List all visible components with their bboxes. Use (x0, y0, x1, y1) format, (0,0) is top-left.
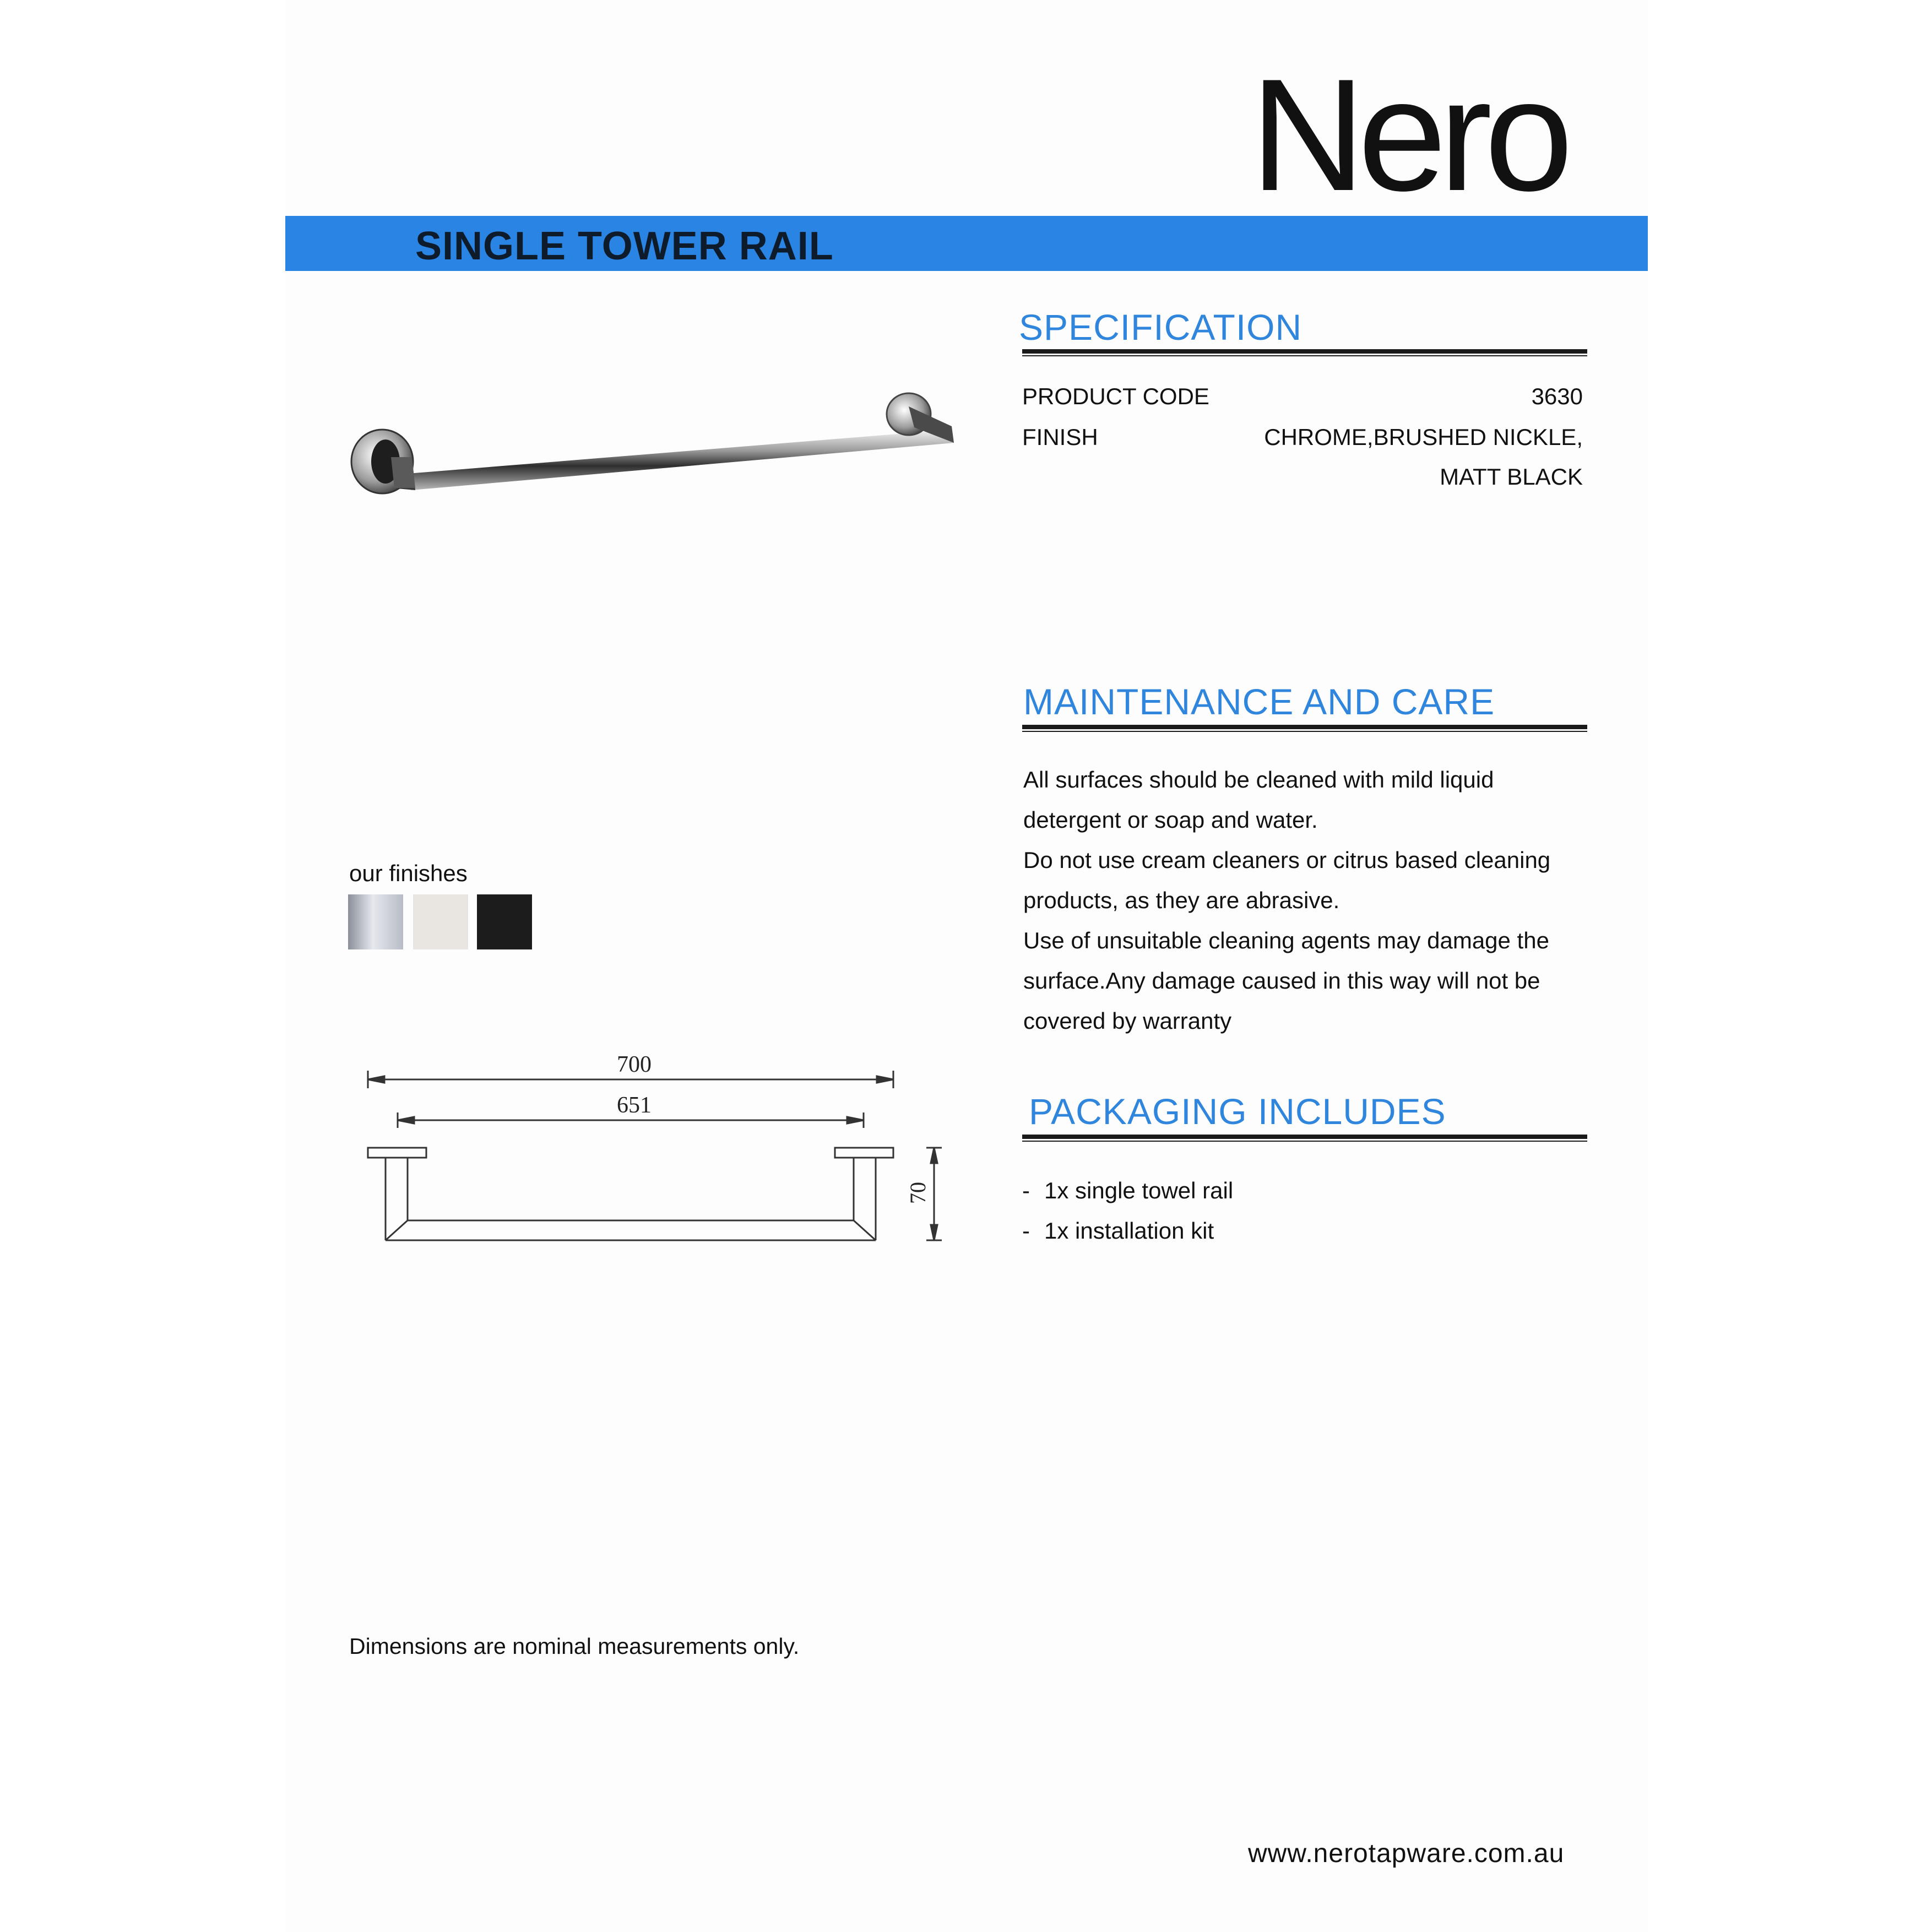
svg-text:Nero: Nero (1250, 61, 1566, 204)
specification-heading: SPECIFICATION (1019, 307, 1303, 348)
packaging-item-text: 1x single towel rail (1044, 1177, 1234, 1203)
finish-value-continued: MATT BLACK (1440, 464, 1583, 490)
our-finishes-label: our finishes (349, 860, 468, 886)
packaging-heading: PACKAGING INCLUDES (1029, 1091, 1446, 1132)
care-text-line: detergent or soap and water. (1023, 807, 1318, 833)
projection-label: 70 (905, 1182, 930, 1204)
maintenance-rule (1022, 725, 1587, 729)
nero-logo (1250, 61, 1581, 204)
care-text-line: products, as they are abrasive. (1023, 887, 1340, 913)
specification-rule (1022, 349, 1587, 354)
overall-length-label: 700 (617, 1052, 652, 1077)
packaging-rule (1022, 1135, 1587, 1139)
product-code-value: 3630 (1531, 383, 1583, 409)
bullet-dash: - (1022, 1218, 1030, 1244)
packaging-item (1022, 1218, 1214, 1244)
dimension-drawing (352, 1035, 958, 1245)
product-code-label: PRODUCT CODE (1022, 383, 1209, 409)
brushed-nickel-swatch (413, 894, 468, 949)
website-link[interactable]: www.nerotapware.com.au (1248, 1839, 1565, 1868)
care-text-line: Use of unsuitable cleaning agents may damage the (1023, 927, 1549, 953)
care-text-line: All surfaces should be cleaned with mild liquid (1023, 767, 1494, 793)
care-text-line: Do not use cream cleaners or citrus based cleaning (1023, 847, 1551, 873)
matt-black-swatch (477, 894, 532, 949)
bullet-dash: - (1022, 1177, 1030, 1203)
dimensions-footnote: Dimensions are nominal measurements only. (349, 1633, 800, 1659)
packaging-item-text: 1x installation kit (1044, 1218, 1214, 1244)
finish-value: CHROME,BRUSHED NICKLE, (1264, 424, 1583, 450)
inner-length-label: 651 (617, 1093, 652, 1118)
care-text-line: surface.Any damage caused in this way will not be (1023, 968, 1540, 994)
towel-rail-photo (347, 380, 969, 512)
chrome-swatch (348, 894, 403, 949)
product-title: SINGLE TOWER RAIL (415, 224, 834, 268)
care-text-line: covered by warranty (1023, 1008, 1232, 1034)
packaging-item (1022, 1177, 1233, 1204)
maintenance-heading: MAINTENANCE AND CARE (1023, 681, 1495, 722)
title-banner (285, 216, 1648, 271)
finish-label: FINISH (1022, 424, 1098, 450)
